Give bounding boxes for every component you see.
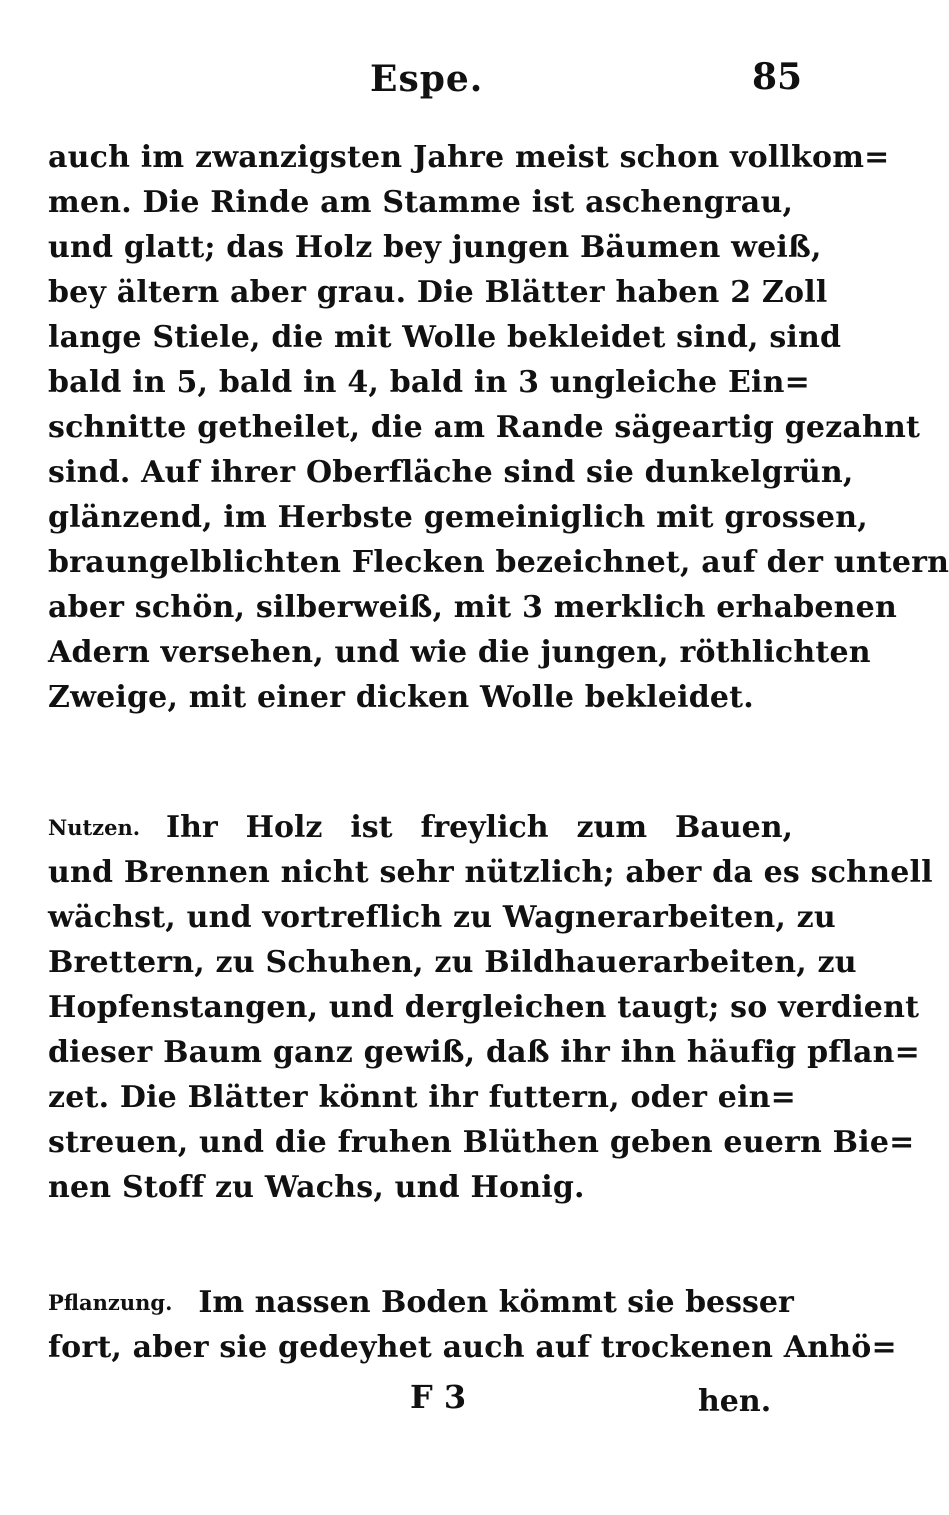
text-line: Im nassen Boden kömmt sie besser: [198, 1285, 794, 1320]
running-head: Espe.: [370, 58, 484, 100]
text-line: sind. Auf ihrer Oberfläche sind sie dunkelgrün,: [48, 455, 854, 490]
text-line: Zweige, mit einer dicken Wolle bekleidet.: [48, 680, 754, 715]
text-line: streuen, und die fruhen Blüthen geben euern Bie=: [48, 1125, 915, 1160]
text-line: braungelblichten Flecken bezeichnet, auf der untern: [48, 545, 949, 580]
text-line: Ihr Holz ist freylich zum Bauen,: [166, 810, 793, 845]
text-line: bald in 5, bald in 4, bald in 3 ungleiche Ein=: [48, 365, 810, 400]
text-line: und glatt; das Holz bey jungen Bäumen weiß,: [48, 230, 822, 265]
paragraph-uses: [48, 805, 933, 1210]
page-number: 85: [752, 56, 803, 98]
catchword: hen.: [698, 1384, 772, 1419]
first-line: [48, 1280, 793, 1325]
text-line: fort, aber sie gedeyhet auch auf trockenen Anhö=: [48, 1330, 897, 1365]
text-line: Adern versehen, und wie die jungen, röthlichten: [48, 635, 871, 670]
text-line: Hopfenstangen, und dergleichen taugt; so verdient: [48, 990, 920, 1025]
paragraph-description: [48, 135, 949, 720]
text-line: men. Die Rinde am Stamme ist aschengrau,: [48, 185, 794, 220]
text-line: nen Stoff zu Wachs, und Honig.: [48, 1170, 585, 1205]
text-line: dieser Baum ganz gewiß, daß ihr ihn häufig pflan=: [48, 1035, 920, 1070]
text-line: aber schön, silberweiß, mit 3 merklich erhabenen: [48, 590, 897, 625]
first-line: [48, 805, 793, 850]
text-line: auch im zwanzigsten Jahre meist schon vollkom=: [48, 140, 890, 175]
margin-note-pflanzung: Pflanzung.: [48, 1290, 173, 1315]
text-line: bey ältern aber grau. Die Blätter haben 2 Zoll: [48, 275, 828, 310]
text-line: wächst, und vortreflich zu Wagnerarbeiten, zu: [48, 900, 836, 935]
text-line: lange Stiele, die mit Wolle bekleidet sind, sind: [48, 320, 842, 355]
signature-mark: F 3: [410, 1378, 467, 1416]
text-line: zet. Die Blätter könnt ihr futtern, oder ein=: [48, 1080, 797, 1115]
text-line: Brettern, zu Schuhen, zu Bildhauerarbeiten, zu: [48, 945, 857, 980]
margin-note-nutzen: Nutzen.: [48, 815, 141, 840]
text-line: schnitte getheilet, die am Rande sägeartig gezahnt: [48, 410, 921, 445]
text-line: glänzend, im Herbste gemeiniglich mit grossen,: [48, 500, 868, 535]
text-line: und Brennen nicht sehr nützlich; aber da es schnell: [48, 855, 933, 890]
paragraph-planting: [48, 1280, 897, 1370]
